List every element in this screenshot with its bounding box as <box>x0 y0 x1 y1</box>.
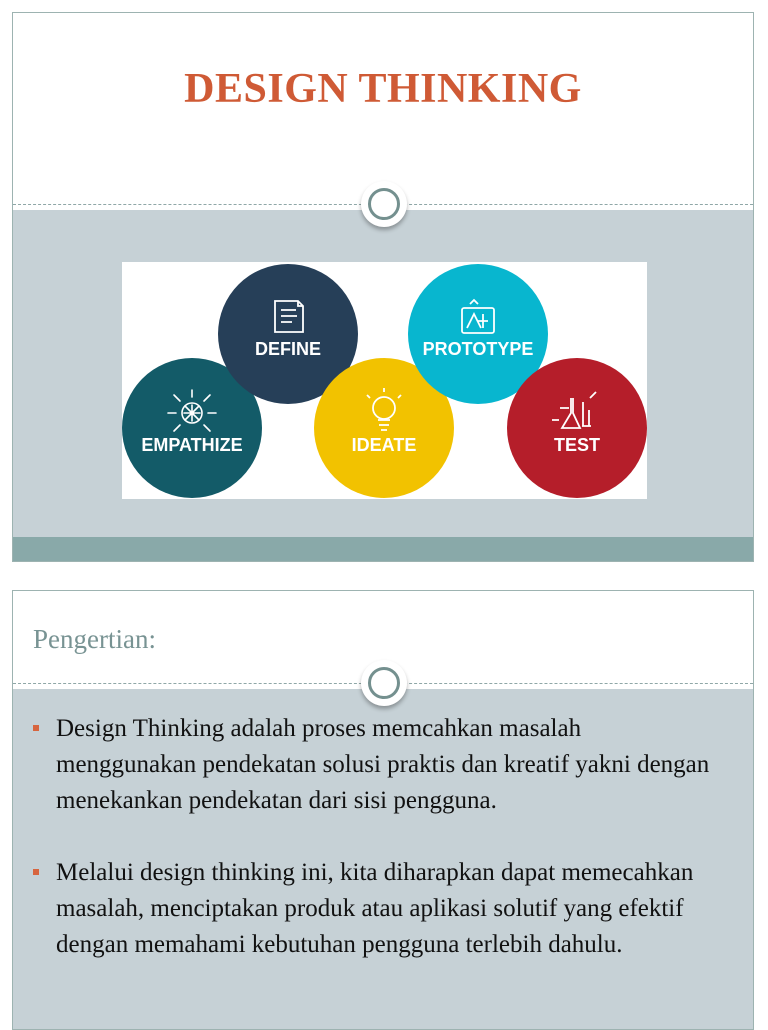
slide-title: DESIGN THINKING <box>184 66 582 112</box>
slide-heading: Pengertian: <box>33 624 156 654</box>
design-thinking-diagram <box>122 262 647 499</box>
definition-text: Design Thinking adalah proses memcahkan masalah menggunakan pendekatan solusi praktis dan kreatif yakni dengan menekankan pendekatan dari sisi pengguna. <box>56 715 710 814</box>
test-label: TEST <box>553 435 601 455</box>
ideate-label: IDEATE <box>351 435 417 455</box>
design-thinking-process-svg <box>122 262 647 499</box>
square-bullet-icon <box>33 725 39 731</box>
slide-pengertian <box>12 590 754 1030</box>
bottom-band <box>13 537 753 562</box>
definition-list <box>33 711 723 999</box>
definition-item <box>33 711 723 819</box>
definition-text: Melalui design thinking ini, kita diharapkan dapat memecahkan masalah, menciptakan produk atau aplikasi solutif yang efektif dengan memahami kebutuhan pengguna terlebih dahulu. <box>56 859 694 958</box>
square-bullet-icon <box>33 869 39 875</box>
define-label: DEFINE <box>254 339 322 359</box>
definition-item <box>33 855 723 963</box>
circle-connector-icon <box>361 660 407 706</box>
empathize-label: EMPATHIZE <box>141 435 243 455</box>
prototype-label: PROTOTYPE <box>422 339 534 359</box>
slide-design-thinking <box>12 12 754 562</box>
circle-connector-icon <box>361 181 407 227</box>
